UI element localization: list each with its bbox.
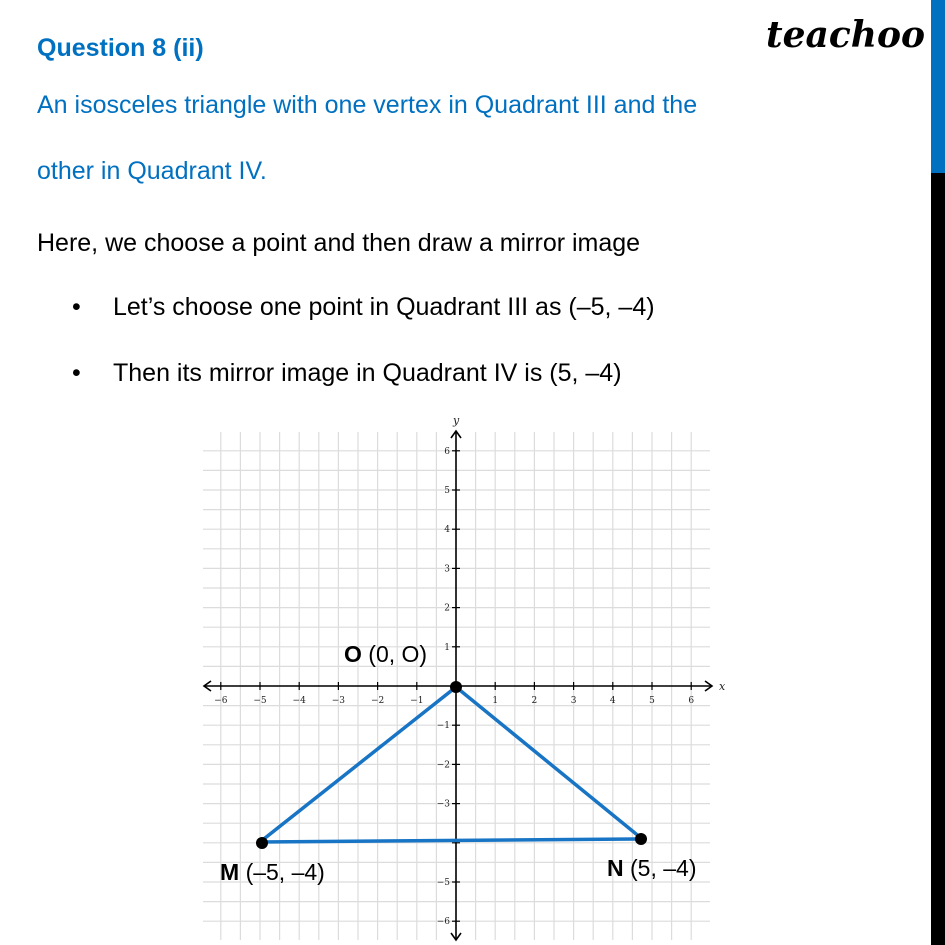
bullet-1-text: Let’s choose one point in Quadrant III as (–5, –4) <box>113 293 655 321</box>
point-o-label <box>344 641 427 668</box>
bullet-2-marker: • <box>72 359 81 387</box>
svg-text:2: 2 <box>444 603 450 614</box>
svg-text:5: 5 <box>444 486 450 496</box>
point-o-coords: (0, O) <box>368 641 428 667</box>
svg-text:4: 4 <box>444 525 450 536</box>
svg-text:−6: −6 <box>436 917 450 928</box>
point-m-dot <box>256 837 268 849</box>
question-text-line-2: other in Quadrant IV. <box>37 157 267 185</box>
point-m-coords: (–5, –4) <box>245 859 325 885</box>
bullet-2-text: Then its mirror image in Quadrant IV is (5, –4) <box>113 359 622 387</box>
svg-text:3: 3 <box>444 564 450 575</box>
point-n-label <box>607 855 697 882</box>
svg-text:−1: −1 <box>410 696 424 706</box>
point-o-name: O <box>344 641 362 667</box>
svg-text:−3: −3 <box>331 696 346 706</box>
svg-text:−6: −6 <box>214 696 228 706</box>
point-n-coords: (5, –4) <box>630 855 697 881</box>
svg-text:−1: −1 <box>436 721 450 732</box>
teachoo-logo: teachoo <box>766 14 925 56</box>
point-n-dot <box>635 833 647 845</box>
point-n-name: N <box>607 855 624 881</box>
svg-text:−2: −2 <box>436 760 450 771</box>
svg-text:1: 1 <box>492 696 499 706</box>
svg-text:5: 5 <box>649 696 655 706</box>
svg-text:1: 1 <box>444 642 450 653</box>
x-axis-label: x <box>719 680 726 693</box>
svg-text:4: 4 <box>609 696 616 706</box>
point-m-name: M <box>220 859 240 885</box>
svg-text:−5: −5 <box>253 696 267 706</box>
point-o-dot <box>450 681 462 693</box>
solution-intro: Here, we choose a point and then draw a mirror image <box>37 229 641 257</box>
svg-text:−3: −3 <box>436 799 450 810</box>
question-text-line-1: An isosceles triangle with one vertex in Quadrant III and the <box>37 91 698 119</box>
svg-text:6: 6 <box>688 696 695 706</box>
svg-text:6: 6 <box>444 446 450 457</box>
svg-text:2: 2 <box>531 696 538 706</box>
bullet-1-marker: • <box>72 293 81 321</box>
point-m-label <box>220 859 325 886</box>
svg-text:3: 3 <box>570 696 577 706</box>
svg-text:−2: −2 <box>370 696 385 706</box>
y-axis-label: y <box>453 414 460 427</box>
question-title: Question 8 (ii) <box>37 34 204 62</box>
svg-text:−5: −5 <box>436 878 450 888</box>
svg-text:−4: −4 <box>292 696 306 706</box>
